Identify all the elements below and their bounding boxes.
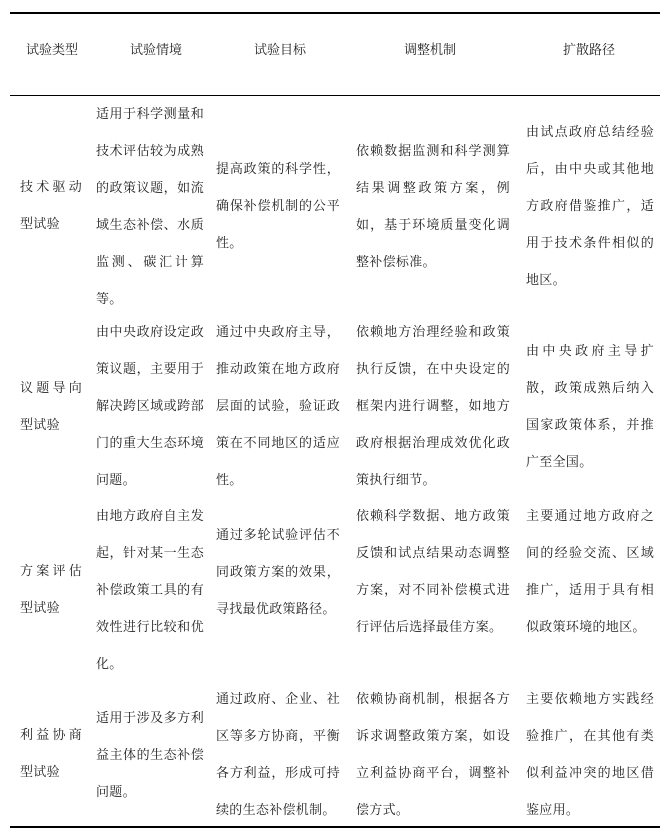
row-3-type: 方案评估型试验 <box>20 564 82 616</box>
row-1-type: 技术驱动型试验 <box>20 180 82 232</box>
row-4-mechanism: 依赖协商机制，根据各方诉求调整政策方案，如设立利益协商平台，调整补偿方式。 <box>356 692 510 818</box>
header-context: 试验情境 <box>129 43 182 58</box>
row-4-type: 利益协商型试验 <box>20 728 82 780</box>
header-diffusion: 扩散路径 <box>562 43 615 58</box>
row-4-diffusion: 主要依赖地方实践经验推广，在其他有类似利益冲突的地区借鉴应用。 <box>526 692 654 818</box>
header-type: 试验类型 <box>25 43 78 58</box>
bottom-rule <box>10 826 660 828</box>
row-4-context: 适用于涉及多方利益主体的生态补偿问题。 <box>96 711 204 800</box>
row-1-diffusion: 由试点政府总结经验后，由中央或其他地方政府借鉴推广，适用于技术条件相似的地区。 <box>526 125 654 288</box>
row-3-context: 由地方政府自主发起，针对某一生态补偿政策工具的有效性进行比较和优化。 <box>96 509 204 672</box>
row-1-context: 适用于科学测量和技术评估较为成熟的政策议题，如流域生态补偿、水质监测、碳汇计算等。 <box>96 107 204 307</box>
header-goal: 试验目标 <box>253 43 306 58</box>
row-2-context: 由中央政府设定政策议题，主要用于解决跨区域或跨部门的重大生态环境问题。 <box>96 325 204 488</box>
row-2-type: 议题导向型试验 <box>20 381 82 433</box>
row-4-goal: 通过政府、企业、社区等多方协商，平衡各方利益，形成可持续的生态补偿机制。 <box>216 692 340 818</box>
top-rule <box>10 12 660 14</box>
row-3-mechanism: 依赖科学数据、地方政策反馈和试点结果动态调整方案，对不同补偿模式进行评估后选择最佳方案。 <box>356 509 510 635</box>
row-2-diffusion: 由中央政府主导扩散，政策成熟后纳入国家政策体系，并推广至全国。 <box>526 344 654 470</box>
row-3-goal: 通过多轮试验评估不同政策方案的效果，寻找最优政策路径。 <box>216 528 340 617</box>
row-3-diffusion: 主要通过地方政府之间的经验交流、区域推广，适用于具有相似政策环境的地区。 <box>526 509 654 635</box>
row-1-mechanism: 依赖数据监测和科学测算结果调整政策方案，例如，基于环境质量变化调整补偿标准。 <box>356 144 510 270</box>
row-2-mechanism: 依赖地方治理经验和政策执行反馈，在中央设定的框架内进行调整，如地方政府根据治理成效优化政策执行细节。 <box>356 325 510 488</box>
row-2-goal: 通过中央政府主导，推动政策在地方政府层面的试验，验证政策在不同地区的适应性。 <box>216 325 340 488</box>
row-1-goal: 提高政策的科学性，确保补偿机制的公平性。 <box>216 162 340 251</box>
header-mechanism: 调整机制 <box>403 43 456 58</box>
